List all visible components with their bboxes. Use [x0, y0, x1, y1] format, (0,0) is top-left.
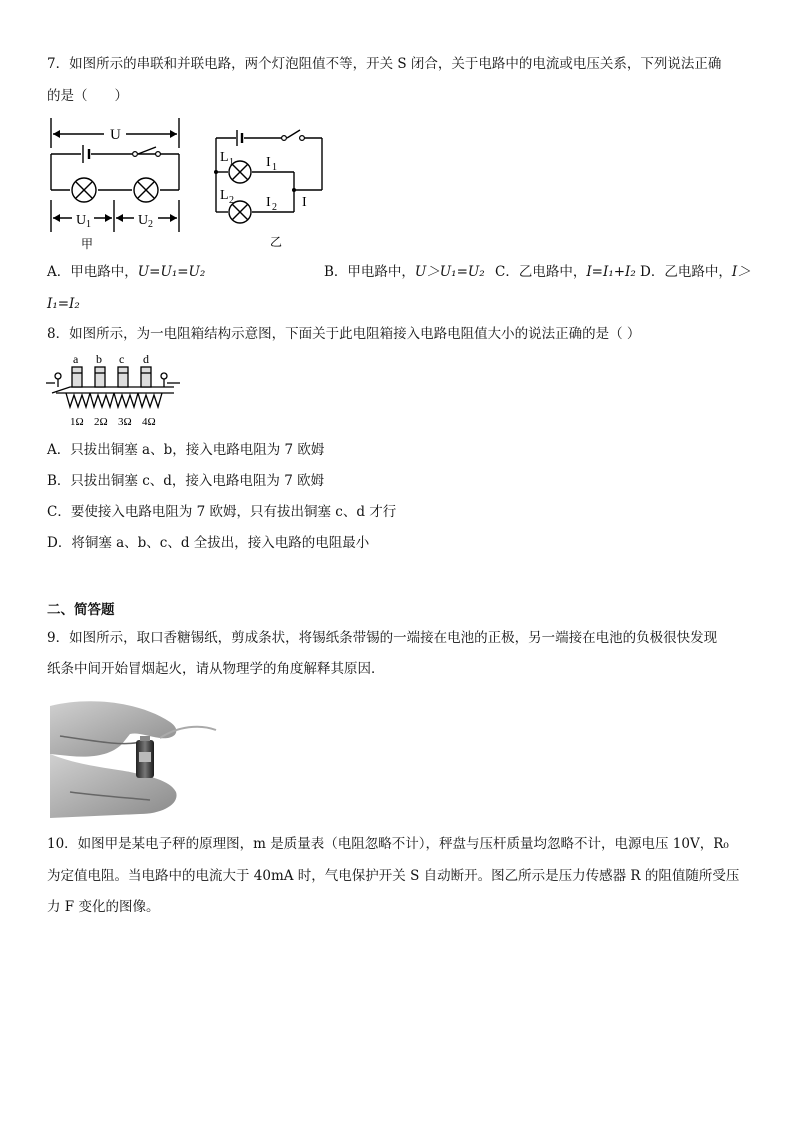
- label-U2: U: [138, 213, 149, 228]
- resistor-label-2: 2Ω: [94, 416, 108, 428]
- q7-option-c[interactable]: C．乙电路中，I=I₁+I₂: [495, 264, 636, 280]
- section-title: 二、简答题: [47, 602, 115, 618]
- q8-option-b[interactable]: B．只拔出铜塞 c、d，接入电路电阻为 7 欧姆: [47, 473, 325, 489]
- q7-option-d-cont: I₁=I₂: [47, 296, 80, 312]
- q7-option-a[interactable]: A．甲电路中，U=U₁=U₂: [47, 264, 206, 280]
- q10-line1: 10．如图甲是某电子秤的原理图，m 是质量表（电阻忽略不计），秤盘与压杆质量均忽略不计，电源电压 10V，R₀: [47, 836, 729, 852]
- plug-label-d: d: [143, 352, 149, 366]
- resistor-label-3: 3Ω: [118, 416, 132, 428]
- q8-stem: 8．如图所示，为一电阻箱结构示意图，下面关于此电阻箱接入电路电阻值大小的说法正确的是（ ）: [47, 326, 641, 342]
- q7-option-d[interactable]: D．乙电路中，I＞: [640, 264, 751, 280]
- label-U: U: [110, 127, 121, 143]
- caption-yi: 乙: [270, 235, 283, 249]
- q7-option-b[interactable]: B．甲电路中，U＞U₁=U₂: [324, 264, 485, 280]
- q10-line2: 为定值电阻。当电路中的电流大于 40mA 时，气电保护开关 S 自动断开。图乙所示是压力传感器 R 的阻值随所受压: [47, 868, 740, 884]
- q8-option-a[interactable]: A．只拔出铜塞 a、b，接入电路电阻为 7 欧姆: [47, 442, 325, 458]
- label-I2-sub: 2: [272, 202, 277, 213]
- q7-figure-jia: [44, 114, 190, 256]
- label-L1-sub: 1: [229, 157, 234, 168]
- q7-stem-line2: 的是（ ）: [47, 88, 128, 104]
- label-L2-sub: 2: [229, 195, 234, 206]
- label-U1-sub: 1: [86, 219, 91, 230]
- plug-label-a: a: [73, 352, 79, 366]
- label-I: I: [302, 195, 307, 210]
- label-U1: U: [76, 213, 87, 228]
- label-L2: L: [220, 188, 229, 203]
- q10-line3: 力 F 变化的图像。: [47, 899, 160, 915]
- plug-label-b: b: [96, 352, 102, 366]
- q9-line2: 纸条中间开始冒烟起火，请从物理学的角度解释其原因．: [47, 661, 385, 677]
- q9-line1: 9．如图所示，取口香糖锡纸，剪成条状，将锡纸条带锡的一端接在电池的正极，另一端接在电池的负极很快发现: [47, 630, 718, 646]
- q9-photo-hand-battery: [50, 696, 218, 818]
- q8-option-d[interactable]: D．将铜塞 a、b、c、d 全拔出，接入电路的电阻最小: [47, 535, 370, 551]
- label-U2-sub: 2: [148, 219, 153, 230]
- q8-option-c[interactable]: C．要使接入电路电阻为 7 欧姆，只有拔出铜塞 c、d 才行: [47, 504, 397, 520]
- label-I2: I: [266, 195, 271, 210]
- q7-stem-line1: 7．如图所示的串联和并联电路，两个灯泡阻值不等，开关 S 闭合，关于电路中的电流或电压关系，下列说法正确: [47, 56, 722, 72]
- label-I1-sub: 1: [272, 162, 277, 173]
- label-L1: L: [220, 150, 229, 165]
- q7-figure-yi: [212, 122, 332, 254]
- q8-figure-resistance-box: [46, 349, 180, 433]
- plug-label-c: c: [119, 352, 125, 366]
- resistor-label-1: 1Ω: [70, 416, 84, 428]
- label-I1: I: [266, 155, 271, 170]
- caption-jia: 甲: [81, 237, 94, 251]
- resistor-label-4: 4Ω: [142, 416, 156, 428]
